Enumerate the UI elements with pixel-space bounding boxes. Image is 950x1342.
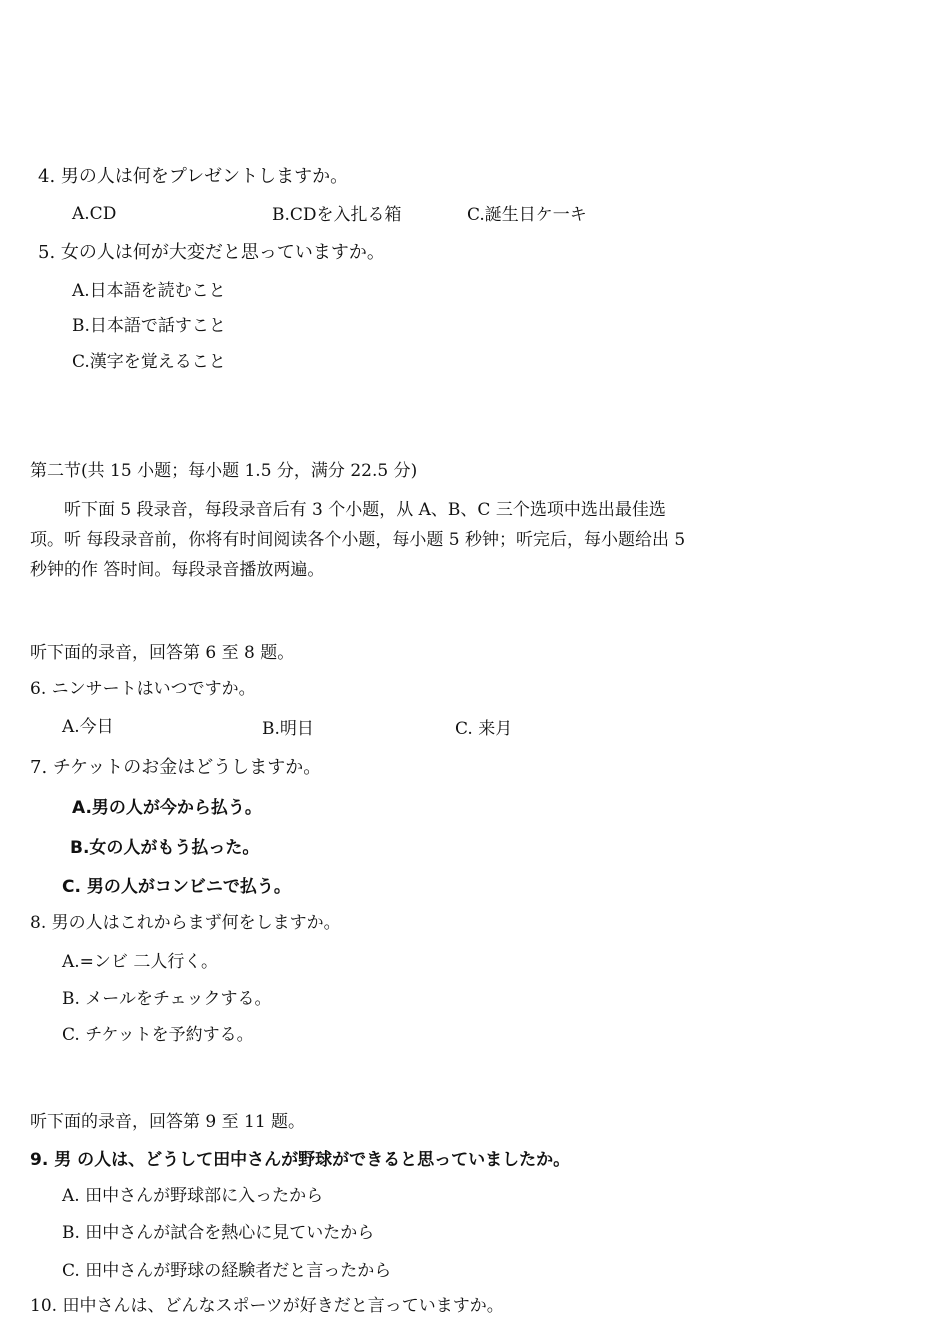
question-6-stem: 6. ニンサートはいつですか。 (30, 679, 256, 699)
question-4-option-a: A.CD (72, 204, 117, 224)
question-9-option-c: C. 田中さんが野球の経験者だと言ったから (62, 1261, 392, 1281)
question-4-option-b: B.CDを入扎る箱 (272, 205, 402, 225)
question-8-option-a: A.=ンビ 二人行く。 (62, 952, 218, 972)
question-9-stem: 9. 男 の人は、どうして田中さんが野球ができると思っていましたか。 (30, 1150, 571, 1170)
instruction-line: 项。听 每段录音前，你将有时间阅读各个小题，每小题 5 秒钟；听完后，每小题给出 5 (30, 530, 686, 550)
question-9-option-a: A. 田中さんが野球部に入ったから (62, 1186, 324, 1206)
question-6-option-c: C. 来月 (455, 719, 513, 739)
question-8-stem: 8. 男の人はこれからまず何をしますか。 (30, 913, 341, 933)
group-prompt: 听下面的录音，回答第 9 至 11 题。 (30, 1112, 306, 1132)
question-5-option-a: A.日本語を読むこと (72, 281, 226, 301)
question-5-stem: 5. 女の人は何が大変だと思っていますか。 (38, 242, 385, 263)
question-5-option-c: C.漢字を覚えること (72, 352, 226, 372)
section-instructions (30, 495, 800, 585)
question-7-option-a: A.男の人が今から払う。 (72, 798, 262, 818)
instruction-line: 秒钟的作 答时间。每段录音播放两遍。 (30, 560, 325, 580)
instruction-line: 听下面 5 段录音，每段录音后有 3 个小题，从 A、B、C 三个选项中选出最佳选 (30, 500, 666, 520)
question-6-option-a: A.今日 (62, 717, 114, 737)
question-7-option-b: B.女の人がもう払った。 (70, 838, 260, 858)
question-5-option-b: B.日本語で話すこと (72, 316, 226, 336)
question-7-option-c: C. 男の人がコンビニで払う。 (62, 877, 291, 897)
question-8-option-b: B. メールをチェックする。 (62, 989, 272, 1009)
question-9-option-b: B. 田中さんが試合を熱心に見ていたから (62, 1223, 375, 1243)
question-8-option-c: C. チケットを予約する。 (62, 1025, 254, 1045)
question-4-option-c: C.誕生日ケ一キ (467, 205, 587, 225)
question-10-stem: 10. 田中さんは、どんなスポーツが好きだと言っていますか。 (30, 1296, 504, 1316)
section-heading: 第二节(共 15 小题；每小题 1.5 分，满分 22.5 分) (30, 461, 418, 481)
group-prompt: 听下面的录音，回答第 6 至 8 题。 (30, 643, 295, 663)
question-6-option-b: B.明日 (262, 719, 314, 739)
question-4-stem: 4. 男の人は何をプレゼントしますか。 (38, 166, 349, 187)
question-7-stem: 7. チケットのお金はどうしますか。 (30, 757, 322, 778)
